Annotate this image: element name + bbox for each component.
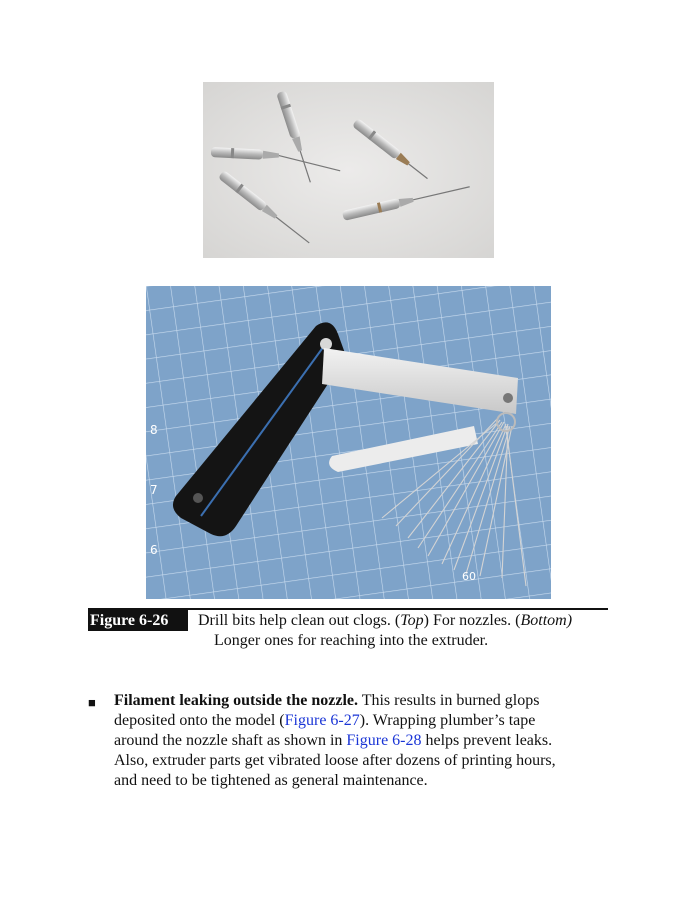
bullet-paragraph — [114, 691, 614, 791]
para-line-1: Filament leaking outside the nozzle. This results in burned glops — [114, 692, 540, 709]
drill-bits-photo — [203, 82, 494, 258]
figure-label: Figure 6-26 — [88, 610, 188, 631]
para-line-5: and need to be tightened as general maintenance. — [114, 772, 428, 789]
para-line-2: deposited onto the model (Figure 6-27). Wrapping plumber’s tape — [114, 712, 536, 729]
figure-6-28-link[interactable]: Figure 6-28 — [346, 732, 422, 749]
para-line-4: Also, extruder parts get vibrated loose after dozens of printing hours, — [114, 752, 556, 769]
bullet-heading: Filament leaking outside the nozzle. — [114, 692, 358, 709]
mat-label-6: 6 — [150, 543, 158, 557]
mat-label-8: 8 — [150, 423, 158, 437]
figure-6-27-link[interactable]: Figure 6-27 — [284, 712, 360, 729]
bullet-marker: ■ — [88, 695, 96, 710]
nozzle-cleaning-needle-set-photo — [146, 286, 551, 599]
figure-caption-line2: Longer ones for reaching into the extruder. — [214, 632, 489, 649]
mat-label-60: 60 — [462, 570, 476, 583]
mat-label-7: 7 — [150, 483, 158, 497]
para-line-3: around the nozzle shaft as shown in Figure 6-28 helps prevent leaks. — [114, 732, 553, 749]
figure-caption-line1: Drill bits help clean out clogs. (Top) For nozzles. (Bottom) — [198, 612, 573, 629]
